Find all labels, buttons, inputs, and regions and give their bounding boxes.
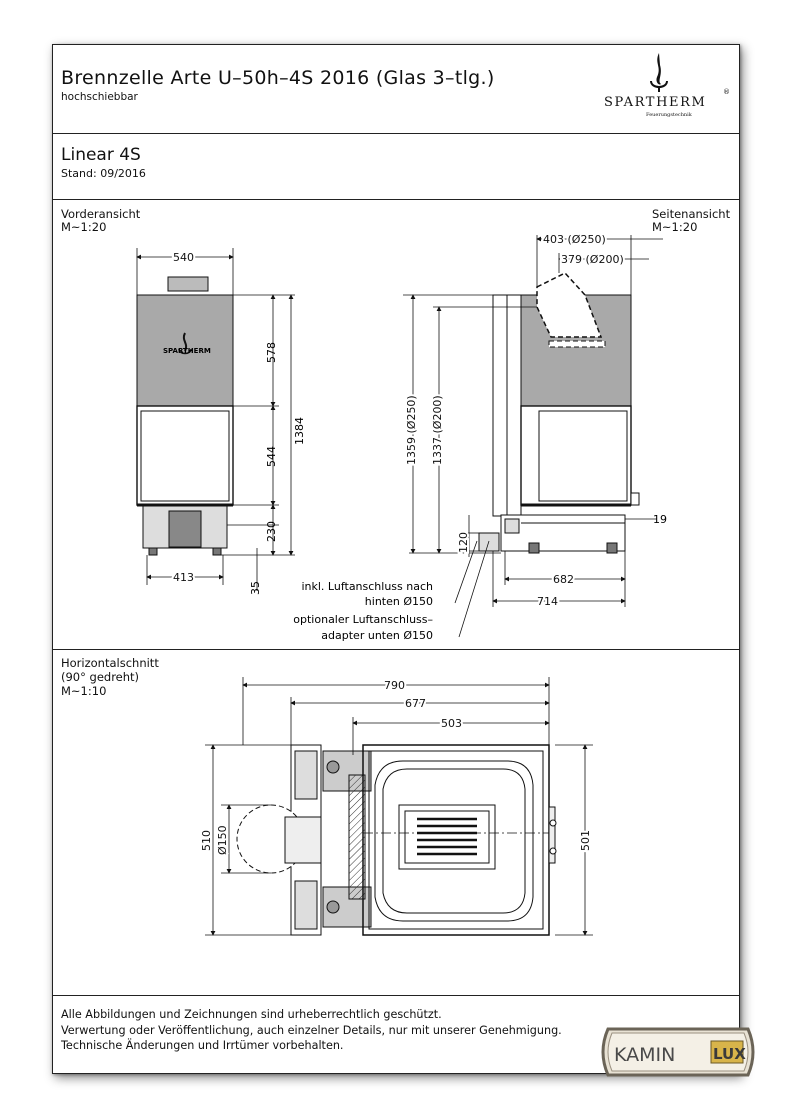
product-title: Brennzelle Arte U–50h–4S 2016 (Glas 3–tlg.) [61, 67, 495, 89]
kaminlux-watermark [594, 1021, 762, 1083]
front-top-height-dim: 578 [265, 342, 278, 363]
footer-line-2: Verwertung oder Veröffentlichung, auch einzelner Details, nur mit unserer Genehmigung. [61, 1023, 562, 1037]
brand-registered-mark: ® [723, 88, 730, 96]
air-bottom-note-line2: adapter unten Ø150 [321, 629, 433, 642]
section-total-width-dim: 790 [384, 679, 405, 692]
watermark-lux: LUX [713, 1045, 746, 1063]
air-back-note-line1: inkl. Luftanschluss nach [301, 580, 433, 593]
side-view-scale: M~1:20 [652, 220, 698, 234]
side-height-250-dim: 1359 (Ø250) [405, 395, 418, 465]
side-view-drawing [479, 273, 639, 553]
section-duct-dim: Ø150 [216, 825, 229, 855]
air-bottom-note-line1: optionaler Luftanschluss– [293, 613, 433, 626]
side-flue-200-dim: 379 (Ø200) [561, 253, 624, 266]
section-view-title: Horizontalschnitt [61, 656, 159, 670]
section-right-height-dim: 501 [579, 830, 592, 851]
section-view-rotation: (90° gedreht) [61, 670, 140, 684]
front-view-logo: SPARTHERM [163, 347, 211, 355]
footer-line-3: Technische Änderungen und Irrtümer vorbehalten. [61, 1039, 344, 1052]
front-view-drawing [137, 277, 233, 555]
drawing-sheet [52, 44, 740, 1074]
side-air-height-dim: 120 [457, 532, 470, 553]
watermark-kamin: KAMIN [614, 1044, 676, 1066]
front-glass-height-dim: 544 [265, 446, 278, 467]
product-subtitle: hochschiebbar [61, 91, 138, 103]
front-foot-height-dim: 35 [249, 581, 262, 595]
side-offset-dim: 19 [653, 513, 667, 526]
footer-line-1: Alle Abbildungen und Zeichnungen sind urheberrechtlich geschützt. [61, 1008, 442, 1021]
side-flue-250-dim: 403 (Ø250) [543, 233, 606, 246]
section-view-drawing [237, 745, 556, 935]
brand-logo-text: SPARTHERM [604, 95, 707, 110]
model-stand-date: Stand: 09/2016 [61, 167, 146, 180]
front-foot-width-dim: 413 [173, 571, 194, 584]
section-view-scale: M~1:10 [61, 684, 107, 698]
side-depth-inner-dim: 682 [553, 573, 574, 586]
front-total-height-dim: 1384 [293, 417, 306, 445]
air-back-note-line2: hinten Ø150 [364, 595, 433, 608]
front-view-scale: M~1:20 [61, 220, 107, 234]
technical-drawings [53, 45, 739, 1073]
front-bottom-height-dim: 230 [265, 521, 278, 542]
model-name: Linear 4S [61, 145, 141, 165]
front-width-dim: 540 [173, 251, 194, 264]
side-height-200-dim: 1337 (Ø200) [431, 395, 444, 465]
side-depth-outer-dim: 714 [537, 595, 558, 608]
section-inner-width-dim: 503 [441, 717, 462, 730]
front-view-title: Vorderansicht [61, 207, 141, 221]
brand-tagline: Feuerungstechnik [646, 112, 692, 118]
side-view-title: Seitenansicht [652, 207, 731, 221]
section-mid-width-dim: 677 [405, 697, 426, 710]
section-left-height-dim: 510 [200, 830, 213, 851]
